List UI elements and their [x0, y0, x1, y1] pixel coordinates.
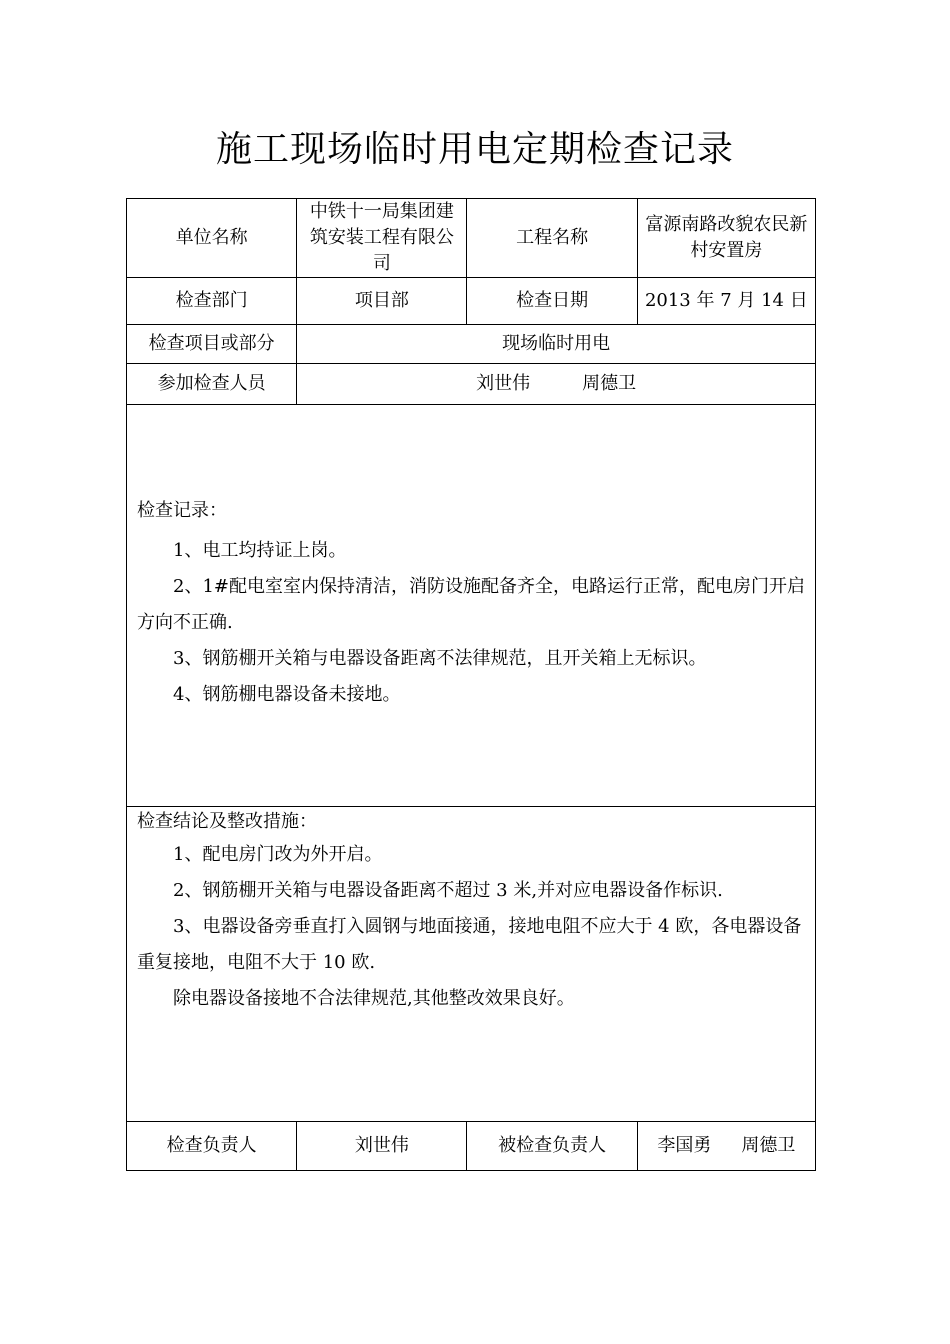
participant-name: 周德卫	[582, 373, 637, 394]
inspection-record-section	[127, 405, 816, 807]
participants-label: 参加检查人员	[127, 364, 297, 405]
project-name-value: 富源南路改貌农民新村安置房	[637, 199, 815, 278]
inspection-item-value: 现场临时用电	[297, 325, 816, 364]
record-item: 3、钢筋棚开关箱与电器设备距离不法律规范，且开关箱上无标识。	[173, 648, 707, 669]
record-item: 2、1#配电室室内保持清洁，消防设施配备齐全，电路运行正常，配电房门开启方向不正确.	[137, 576, 805, 633]
item-row	[127, 325, 816, 364]
unit-name-value: 中铁十一局集团建筑安装工程有限公司	[297, 199, 467, 278]
inspection-form	[126, 198, 816, 1171]
participants-value	[297, 364, 816, 405]
inspected-person-name: 李国勇	[657, 1135, 712, 1156]
record-item: 4、钢筋棚电器设备未接地。	[173, 684, 401, 705]
conclusion-item: 1、配电房门改为外开启。	[173, 844, 383, 865]
conclusion-row	[127, 807, 816, 1122]
inspected-value	[637, 1122, 815, 1171]
inspection-date-label: 检查日期	[467, 278, 637, 325]
participant-name: 刘世伟	[476, 373, 531, 394]
conclusion-section	[127, 807, 816, 1122]
inspection-dept-value: 项目部	[297, 278, 467, 325]
project-name-label: 工程名称	[467, 199, 637, 278]
unit-row	[127, 199, 816, 278]
page-title: 施工现场临时用电定期检查记录	[215, 129, 734, 170]
record-row	[127, 405, 816, 807]
inspected-label: 被检查负责人	[467, 1122, 637, 1171]
unit-name-label: 单位名称	[127, 199, 297, 278]
record-heading: 检查记录：	[137, 500, 227, 521]
dept-row	[127, 278, 816, 325]
inspector-label: 检查负责人	[127, 1122, 297, 1171]
inspection-dept-label: 检查部门	[127, 278, 297, 325]
inspector-value: 刘世伟	[297, 1122, 467, 1171]
conclusion-heading: 检查结论及整改措施：	[137, 811, 317, 832]
responsible-row	[127, 1122, 816, 1171]
inspection-item-label: 检查项目或部分	[127, 325, 297, 364]
inspection-date-value: 2013 年 7 月 14 日	[637, 278, 815, 325]
conclusion-item: 3、电器设备旁垂直打入圆钢与地面接通，接地电阻不应大于 4 欧，各电器设备重复接地，电阻不大于 10 欧.	[137, 916, 802, 973]
conclusion-item: 2、钢筋棚开关箱与电器设备距离不超过 3 米,并对应电器设备作标识.	[173, 880, 723, 901]
record-item: 1、电工均持证上岗。	[173, 540, 347, 561]
inspected-person-name: 周德卫	[741, 1135, 796, 1156]
conclusion-item: 除电器设备接地不合法律规范,其他整改效果良好。	[173, 988, 575, 1009]
persons-row	[127, 364, 816, 405]
